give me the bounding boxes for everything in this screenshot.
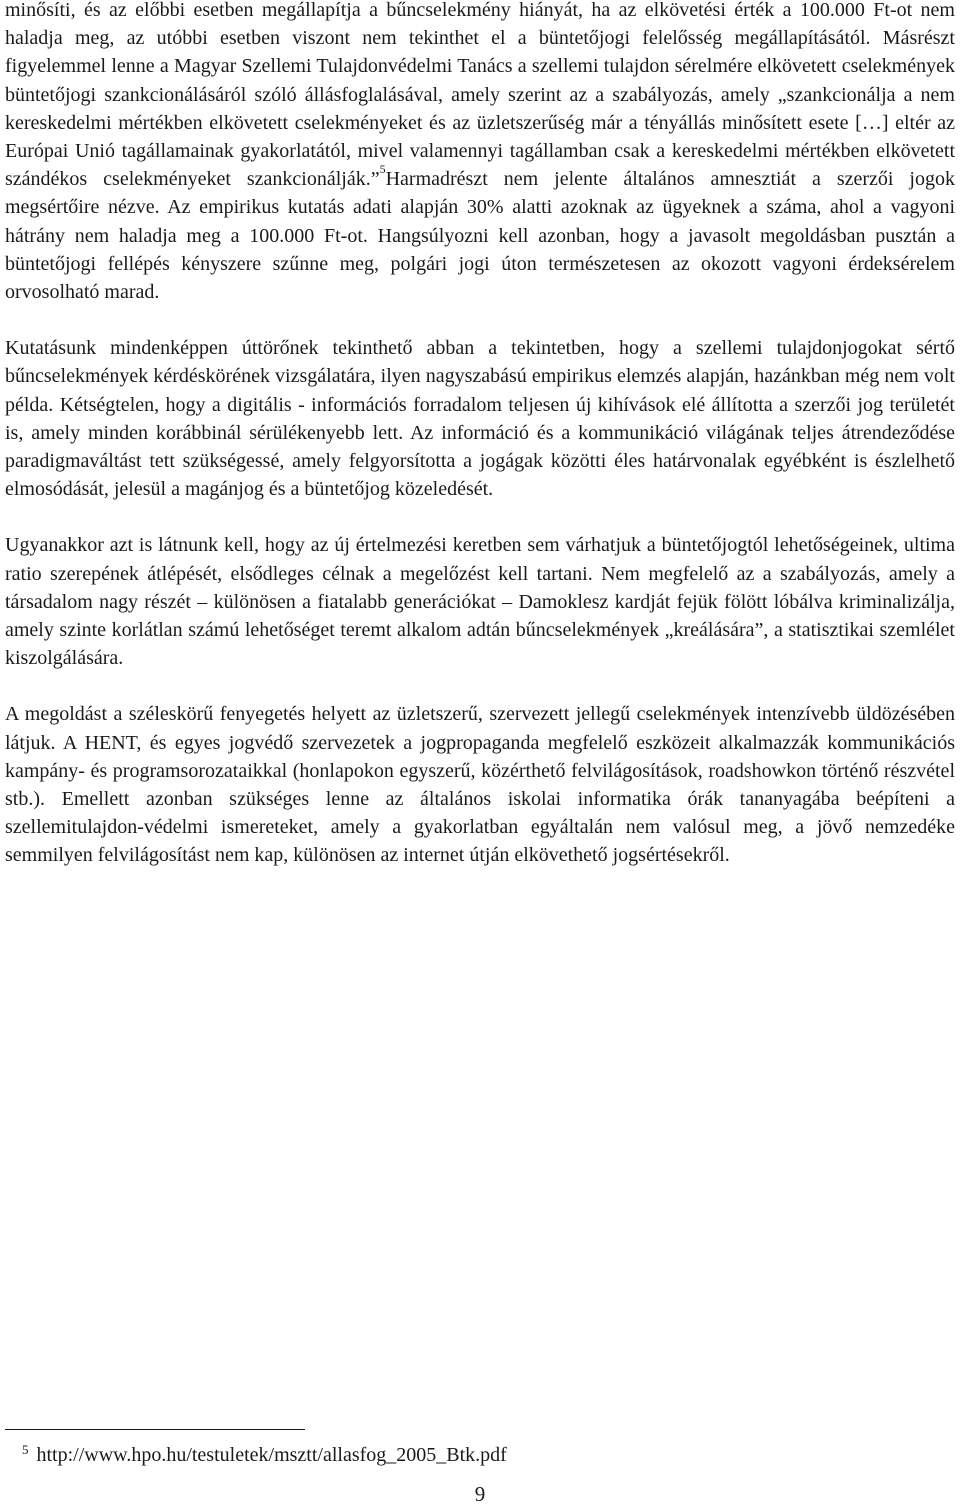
footnote-number: 5 [22,1442,29,1457]
page-number: 9 [474,1482,486,1506]
paragraph-spacer [5,672,955,700]
paragraph-spacer [5,503,955,531]
document-page [5,0,955,870]
paragraph-1-text-b: Harmadrészt nem jelente általános amnesztiát a szerzői jogok megsértőire nézve. Az empirikus kutatás adati alapján 30% alatti azoknak az ügyeknek a száma, ahol a vagyoni hátrány nem haladja meg a 100.000 Ft-ot. Hangsúlyozni kell azonban, hogy a javasolt megoldásban pusztán a büntetőjogi fellépés kényszere szűnne meg, polgári jogi úton természetesen az okozott vagyoni érdeksérelem orvosolható marad. [5,168,955,304]
paragraph-spacer [5,306,955,334]
footnote [22,1443,507,1467]
footnote-link[interactable]: http://www.hpo.hu/testuletek/msztt/allasfog_2005_Btk.pdf [36,1444,507,1466]
paragraph-1-text-a: minősíti, és az előbbi esetben megállapítja a bűncselekmény hiányát, ha az elkövetési érték a 100.000 Ft-ot nem haladja meg, az utóbbi esetben viszont nem tekinthet el a büntetőjogi felelősség megállapításától. Másrészt figyelemmel lenne a Magyar Szellemi Tulajdonvédelmi Tanács a szellemi tulajdon sérelmére elkövetett cselekmények büntetőjogi szankcionálásáról szóló állásfoglalásával, amely szerint az a szabályozás, amely „szankcionálja a nem kereskedelmi mértékben elkövetett cselekményeket és az üzletszerűség már a tényállás minősített esete […] eltér az Európai Unió tagállamainak gyakorlatától, mivel valamennyi tagállamban csak a kereskedelmi mértékben elkövetett szándékos cselekményeket szankcionálják.” [5,0,955,191]
paragraph-3: Ugyanakkor azt is látnunk kell, hogy az új értelmezési keretben sem várhatjuk a büntetőjogtól lehetőségeinek, ultima ratio szerepének átlépését, elsődleges célnak a megelőzést kell tartani. Nem megfelelő az a szabályozás, amely a társadalom nagy részét – különösen a fiatalabb generációkat – Damoklesz kardját fejük fölött lóbálva kriminalizálja, amely szinte korlátlan számú lehetőséget teremt alkalom adtán bűncselekmények „kreálására”, a statisztikai szemlélet kiszolgálására. [5,534,955,670]
paragraph-2: Kutatásunk mindenképpen úttörőnek tekinthető abban a tekintetben, hogy a szellemi tulajdonjogokat sértő bűncselekmények kérdéskörének vizsgálatára, ilyen nagyszabású empirikus elemzés alapján, hazánkban még nem volt példa. Kétségtelen, hogy a digitális - információs forradalom teljesen új kihívások elé állította a szerzői jog területét is, amely minden korábbinál sérülékenyebb lett. Az információ és a kommunikáció világának teljes átrendeződése paradigmaváltást tett szükségessé, amely felgyorsította a jogágak közötti éles határvonalak egyébként is észlelhető elmosódását, jelesül a magánjog és a büntetőjog közeledését. [5,337,955,501]
paragraph-1 [5,0,955,306]
paragraph-4: A megoldást a széleskörű fenyegetés helyett az üzletszerű, szervezett jellegű cselekmények intenzívebb üldözésében látjuk. A HENT, és egyes jogvédő szervezetek a jogpropaganda megfelelő eszközeit alkalmazzák kommunikációs kampány- és programsorozataikkal (honlapokon egyszerű, közérthető felvilágosítások, roadshowkon történő részvétel stb.). Emellett azonban szükséges lenne az általános iskolai informatika órák tananyagába beépíteni a szellemitulajdon-védelmi ismereteket, amely a gyakorlatban egyáltalán nem valósul meg, a jövő nemzedéke semmilyen felvilágosítást nem kap, különösen az internet útján elkövethető jogsértésekről. [5,703,955,867]
footnote-reference[interactable]: 5 [379,162,386,177]
footnote-separator [5,1429,305,1430]
